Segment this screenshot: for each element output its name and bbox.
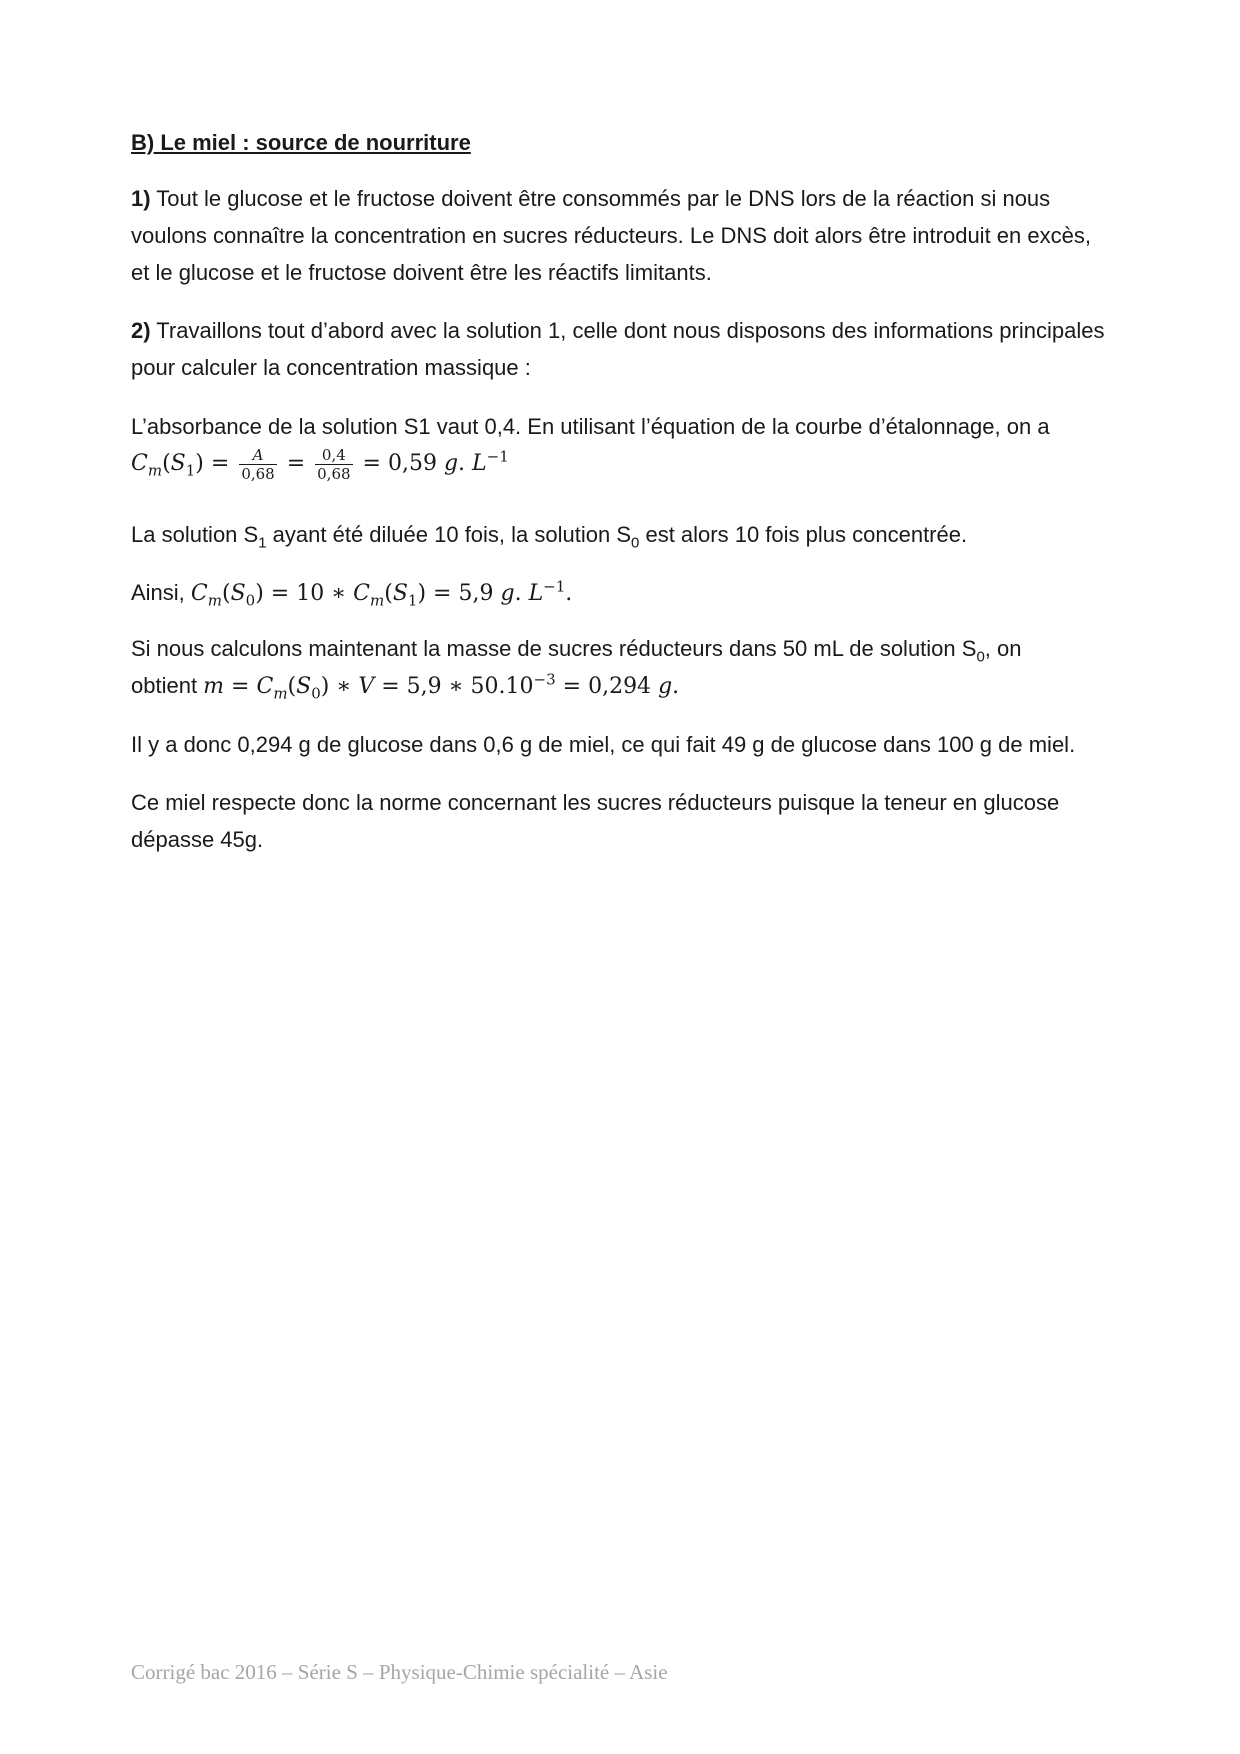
question-1-paragraph (131, 180, 1111, 291)
page-footer: Corrigé bac 2016 – Série S – Physique-Chimie spécialité – Asie (131, 1660, 668, 1684)
question-1-number: 1) (131, 186, 151, 211)
fraction-a-over-068: $\frac{A}{0,68}$ (241, 445, 275, 483)
absorbance-text: L’absorbance de la solution S1 vaut 0,4. En utilisant l’équation de la courbe d’étalonnage, on a (131, 414, 1050, 439)
question-1-text: Tout le glucose et le fructose doivent être consommés par le DNS lors de la réaction si nous voulons connaître la concentration en sucres réducteurs. Le DNS doit alors être introduit en excès, et le glucose et le fructose doivent être les réactifs limitants. (131, 186, 1091, 285)
masse-paragraph: Si nous calculons maintenant la masse de sucres réducteurs dans 50 mL de solution $S_0$, on obtient $m = C_m(S_0)$ ∗ V = 5,9 ∗ $50.10^{-3} = 0,294$ g. (131, 636, 1022, 703)
dilution-text: La solution $S_1$ ayant été diluée 10 fois, la solution $S_0$ est alors 10 fois plus concentrée. (131, 522, 968, 552)
conclusion-norm-text: Ce miel respecte donc la norme concernant les sucres réducteurs puisque la teneur en glucose dépasse 45g. (131, 790, 1060, 852)
equation-3: $m = C_m(S_0)$ ∗ V = 5,9 ∗ $50.10^{-3} = 0,294$ g. (203, 670, 680, 703)
fraction-04-over-068: $\frac{0,4}{0,68}$ (317, 445, 351, 483)
question-2-paragraph (131, 312, 1111, 386)
equation-concentration-s1 (131, 440, 1111, 487)
question-2-text: Travaillons tout d’abord avec la solution 1, celle dont nous disposons des informations principales pour calculer la concentration massique : (131, 318, 1105, 380)
equation-1: $C_m(S_1)$ = $\frac{A}{0,68}$ = $\frac{0,4}{0,68}$ = 0,59 g. $L^{-1}$ (131, 445, 509, 483)
question-2-number: 2) (131, 318, 151, 343)
conclusion-mass-text: Il y a donc 0,294 g de glucose dans 0,6 g de miel, ce qui fait 49 g de glucose dans 100 g de miel. (131, 732, 1076, 757)
equation-2: $C_m(S_0) = 10$ ∗ $C_m(S_1) = 5,9$ g. $L^{-1}$. (190, 577, 573, 610)
section-title: B) Le miel : source de nourriture (131, 130, 471, 155)
ainsi-equation-line: Ainsi, $C_m(S_0) = 10$ ∗ $C_m(S_1) = 5,9$ g. $L^{-1}$. (131, 577, 573, 610)
